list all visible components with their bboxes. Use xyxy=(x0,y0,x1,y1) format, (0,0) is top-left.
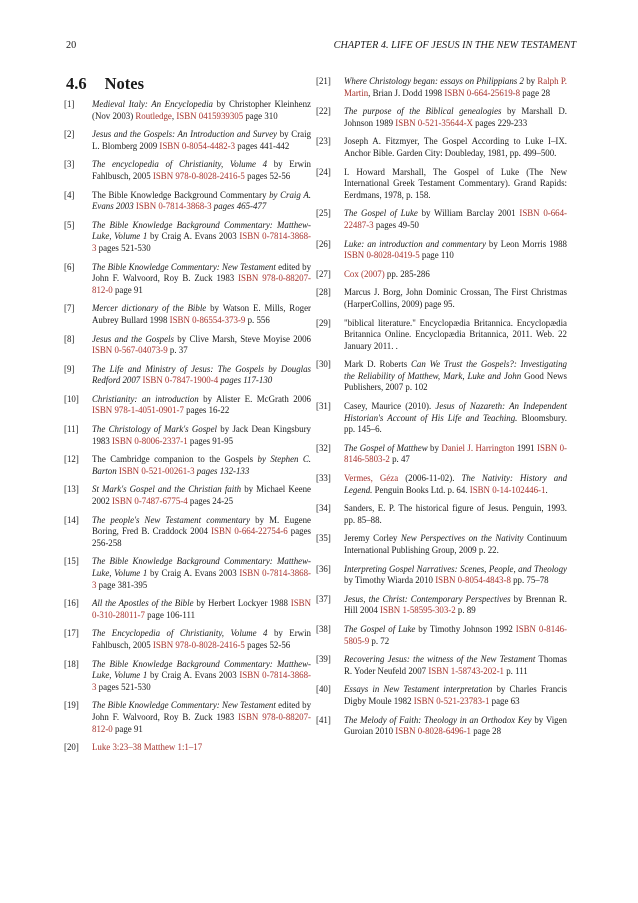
note-text: edited by John F. Walvoord, Roy B. Zuck 1983 xyxy=(92,261,312,284)
note-item xyxy=(316,654,567,677)
work-title: The people's New Testament commentary xyxy=(92,514,251,525)
note-text: pages 441-442 xyxy=(235,140,290,151)
note-text: page 28 xyxy=(520,87,551,98)
note-text: Penguin Books Ltd. p. 64. xyxy=(372,484,470,495)
reference-link[interactable]: ISBN 0-86554-373-9 xyxy=(169,314,246,325)
note-item xyxy=(64,262,311,297)
note-number: [20] xyxy=(64,742,79,753)
reference-link[interactable]: ISBN 0-7847-1900-4 xyxy=(142,375,219,386)
note-text: . xyxy=(545,484,548,495)
work-title: Medieval Italy: An Encyclopedia xyxy=(92,99,213,109)
note-item xyxy=(316,473,567,496)
reference-link[interactable]: Matthew 1:1–17 xyxy=(143,742,203,753)
note-item xyxy=(316,443,567,466)
note-text: by Brennan R. Hill 2004 xyxy=(344,593,567,616)
note-item xyxy=(316,564,567,587)
note-text: p. 37 xyxy=(167,345,188,356)
note-item xyxy=(64,334,311,357)
reference-link[interactable]: ISBN 978-0-88207-812-0 xyxy=(92,711,311,734)
work-title: Jesus and the Gospels: An Introduction and Survey xyxy=(92,129,278,140)
note-number: [7] xyxy=(64,303,75,314)
reference-link[interactable]: Ralph P. Martin xyxy=(344,76,567,98)
note-text: page 91 xyxy=(112,284,143,295)
note-number: [17] xyxy=(64,628,79,639)
note-item xyxy=(64,556,311,591)
work-title: Christianity: an introduction xyxy=(92,393,199,404)
reference-link[interactable]: ISBN 0-8146-5803-2 xyxy=(344,442,568,465)
work-title: The Gospel of Luke xyxy=(344,623,416,634)
note-text: p. 47 xyxy=(389,454,410,465)
note-number: [23] xyxy=(316,136,331,147)
note-item xyxy=(64,303,311,326)
note-text: pages 16-22 xyxy=(183,405,230,416)
note-number: [12] xyxy=(64,454,79,465)
note-number: [16] xyxy=(64,598,79,609)
reference-link[interactable]: ISBN 978-0-88207-812-0 xyxy=(92,273,311,295)
note-text: page 381-395 xyxy=(96,579,148,590)
note-number: [29] xyxy=(316,317,331,328)
note-text: Mark D. Roberts xyxy=(344,359,412,370)
note-item xyxy=(64,742,311,754)
note-text: page 28 xyxy=(470,726,502,737)
work-title: pages 465-477 xyxy=(211,201,267,212)
note-text: page 91 xyxy=(112,723,143,734)
note-number: [21] xyxy=(316,76,331,86)
reference-link[interactable]: ISBN 0-7814-3868-3 xyxy=(92,231,311,253)
notes-column-left xyxy=(64,99,311,761)
work-title: Mercer dictionary of the Bible xyxy=(92,303,207,314)
note-text: (2006-11-02). xyxy=(398,473,462,484)
note-text: , xyxy=(171,110,177,121)
work-title: The Life and Ministry of Jesus: The Gospels by Douglas Redford 2007 xyxy=(92,363,311,386)
note-number: [24] xyxy=(316,166,331,177)
work-title: New Perspectives on the Nativity xyxy=(400,533,524,544)
note-number: [27] xyxy=(316,268,331,279)
reference-link[interactable]: ISBN 0-14-102446-1 xyxy=(469,484,546,495)
work-title: by Stephen C. Barton xyxy=(92,454,311,476)
reference-link[interactable]: ISBN 0-664-25619-8 xyxy=(444,87,521,98)
reference-link[interactable]: Daniel J. Harrington xyxy=(441,442,515,453)
note-item xyxy=(316,594,567,617)
reference-link[interactable]: ISBN 0-8054-4482-3 xyxy=(159,140,236,151)
note-number: [38] xyxy=(316,623,331,634)
note-text: pages 52-56 xyxy=(244,639,291,650)
note-text: pages 521-530 xyxy=(96,242,151,253)
note-text: by Michael Keene 2002 xyxy=(92,484,311,507)
reference-link[interactable]: ISBN 0415939305 xyxy=(176,110,244,121)
note-text: pages 49-50 xyxy=(373,219,419,230)
note-item xyxy=(316,533,567,556)
note-text: by Craig A. Evans 2003 xyxy=(147,568,240,578)
note-text: by Craig A. Evans 2003 xyxy=(147,231,240,242)
reference-link[interactable]: ISBN 978-0-8028-2416-5 xyxy=(152,639,245,650)
note-number: [9] xyxy=(64,363,75,374)
note-number: [11] xyxy=(64,424,79,435)
work-title: St Mark's Gospel and the Christian faith xyxy=(92,484,242,495)
note-number: [40] xyxy=(316,684,331,695)
note-text: p. 72 xyxy=(369,635,390,646)
note-number: [10] xyxy=(64,393,79,404)
note-item xyxy=(64,424,311,447)
section-heading xyxy=(66,74,144,94)
note-number: [34] xyxy=(316,503,331,514)
reference-link[interactable]: ISBN 978-0-8028-2416-5 xyxy=(152,170,245,181)
note-text: p. 556 xyxy=(245,314,270,325)
note-item xyxy=(64,628,311,651)
note-text: pages 24-25 xyxy=(187,496,234,507)
work-title: The Bible Knowledge Background Commentary: Matthew-Luke, Volume 1 xyxy=(92,219,311,242)
reference-link[interactable]: ISBN 0-664-22487-3 xyxy=(344,208,567,230)
note-text: by Vigen Guroian 2010 xyxy=(344,714,567,737)
note-text: p. 111 xyxy=(504,665,528,676)
reference-link[interactable]: Luke 3:23–38 xyxy=(92,742,142,753)
work-title: The Melody of Faith: Theology in an Orthodox Key xyxy=(344,714,532,725)
note-text: by Leon Morris 1988 xyxy=(485,238,567,249)
note-text: , Brian J. Dodd 1998 xyxy=(368,87,445,98)
note-number: [14] xyxy=(64,514,79,525)
reference-link[interactable]: ISBN 0-7487-6775-4 xyxy=(111,496,188,507)
note-text: pages 91-95 xyxy=(187,435,234,446)
note-text: by Craig L. Blomberg 2009 xyxy=(92,129,312,151)
note-item xyxy=(64,394,311,417)
note-text: by Christopher Kleinhenz (Nov 2003) xyxy=(92,99,311,121)
work-title: Can We Trust the Gospels?: Investigating the Reliability of Matthew, Mark, Luke and John xyxy=(344,359,567,381)
note-item xyxy=(64,190,311,213)
note-item xyxy=(316,287,567,310)
reference-link[interactable]: Routledge xyxy=(135,110,172,121)
note-item xyxy=(316,684,567,707)
work-title: The purpose of the Biblical genealogies xyxy=(344,106,502,117)
note-text: by Erwin Fahlbusch, 2005 xyxy=(92,628,311,650)
reference-link[interactable]: Vermes, Géza xyxy=(344,473,399,484)
note-number: [13] xyxy=(64,484,79,495)
reference-link[interactable]: ISBN 0-8054-4843-8 xyxy=(435,575,511,586)
note-item xyxy=(64,159,311,182)
note-number: [2] xyxy=(64,129,75,140)
note-number: [22] xyxy=(316,106,331,117)
note-text: Sanders, E. P. The historical figure of Jesus. Penguin, 1993. pp. 85–88. xyxy=(344,503,567,525)
note-text: pages 229-233 xyxy=(472,117,528,128)
note-text: Joseph A. Fitzmyer, The Gospel According to Luke I–IX. Anchor Bible. Garden City: Doubleday, 1981, pp. 499–500. xyxy=(344,136,567,158)
note-number: [31] xyxy=(316,401,331,412)
work-title: by Craig A. Evans 2003 xyxy=(92,189,311,212)
note-item xyxy=(316,208,567,231)
note-number: [4] xyxy=(64,189,75,200)
note-item xyxy=(64,598,311,621)
note-text: by Jack Dean Kingsbury 1983 xyxy=(92,424,311,446)
note-text: I. Howard Marshall, The Gospel of Luke (The New International Greek Testament Commentary). Grand Rapids: Eerdmans, 1978, p. 158. xyxy=(344,166,567,200)
work-title: The Gospel of Luke xyxy=(344,208,418,219)
note-item xyxy=(316,106,567,129)
note-text: by Alister E. McGrath 2006 xyxy=(198,393,311,404)
work-title: Essays in New Testament interpretation xyxy=(344,684,493,695)
note-item xyxy=(64,129,311,152)
note-item xyxy=(316,503,567,526)
note-number: [41] xyxy=(316,714,331,725)
reference-link[interactable]: ISBN 1-58743-202-1 xyxy=(428,665,504,676)
page-header xyxy=(66,40,576,56)
note-text: by M. Eugene Boring, Fred B. Craddock 2004 xyxy=(92,514,311,537)
reference-link[interactable]: ISBN 0-8028-6496-1 xyxy=(395,726,471,737)
note-text: edited by John F. Walvoord, Roy B. Zuck 1983 xyxy=(92,700,312,722)
note-text: 1991 xyxy=(514,442,537,453)
reference-link[interactable]: ISBN 0-7814-3868-3 xyxy=(92,568,311,590)
work-title: Interpreting Gospel Narratives: Scenes, People, and Theology xyxy=(344,563,567,574)
note-item xyxy=(316,715,567,738)
note-text: by Craig A. Evans 2003 xyxy=(147,670,240,681)
reference-link[interactable]: ISBN 0-664-22754-6 xyxy=(211,526,288,537)
note-item xyxy=(64,220,311,255)
note-item xyxy=(64,364,311,387)
note-item xyxy=(316,269,567,281)
reference-link[interactable]: Cox (2007) xyxy=(344,268,385,279)
note-text: Thomas R. Yoder Neufeld 2007 xyxy=(344,654,568,676)
work-title: The Bible Knowledge Background Commentary: Matthew-Luke, Volume 1 xyxy=(92,658,311,681)
note-item xyxy=(316,239,567,262)
note-item xyxy=(64,700,311,735)
note-text: page 110 xyxy=(419,250,454,261)
work-title: The Nativity: History and Legend. xyxy=(344,473,568,495)
note-number: [28] xyxy=(316,287,331,298)
note-text: by xyxy=(427,442,442,453)
note-number: [1] xyxy=(64,99,75,109)
note-item xyxy=(316,167,567,202)
note-number: [8] xyxy=(64,333,75,344)
note-item xyxy=(316,136,567,159)
work-title: All the Apostles of the Bible xyxy=(92,598,194,609)
note-number: [33] xyxy=(316,473,331,484)
note-text: by xyxy=(523,76,538,86)
note-number: [37] xyxy=(316,593,331,604)
page-number: 20 xyxy=(66,40,77,51)
notes-column-right xyxy=(316,76,567,745)
note-text: by Timothy Johnson 1992 xyxy=(415,623,516,634)
reference-link[interactable]: ISBN 0-8028-0419-5 xyxy=(344,250,420,261)
note-number: [25] xyxy=(316,208,331,219)
note-number: [5] xyxy=(64,219,75,230)
reference-link[interactable]: ISBN 0-7814-3868-3 xyxy=(92,670,311,692)
note-text: pp. 285-286 xyxy=(384,268,430,279)
work-title: The Gospel of Matthew xyxy=(344,442,428,453)
note-text: Jeremy Corley xyxy=(344,533,401,544)
work-title: pages 117-130 xyxy=(218,375,273,386)
note-number: [35] xyxy=(316,533,331,544)
work-title: Where Christology began: essays on Philippians 2 xyxy=(344,76,524,86)
note-text: p. 89 xyxy=(455,605,476,616)
note-text: Good News Publishers, 2007 p. 102 xyxy=(344,370,568,393)
work-title: Jesus and the Gospels xyxy=(92,333,174,344)
work-title: Recovering Jesus: the witness of the New Testament xyxy=(344,654,536,665)
work-title: The Bible Knowledge Commentary: New Testament xyxy=(92,261,276,272)
note-text: "biblical literature." Encyclopædia Britannica. Encyclopædia Britannica Online. Encyclopædia Britannica, 2011. Web. 22 January 2011. . xyxy=(344,317,567,351)
note-text: Marcus J. Borg, John Dominic Crossan, The First Christmas (HarperCollins, 2009) page 95. xyxy=(344,287,567,309)
note-item xyxy=(316,318,567,353)
note-text: The Bible Knowledge Background Commentary xyxy=(92,189,270,200)
note-item xyxy=(64,515,311,550)
reference-link[interactable]: ISBN 0-7814-3868-3 xyxy=(135,201,212,212)
note-item xyxy=(64,484,311,507)
note-text: by Timothy Wiarda 2010 xyxy=(344,575,436,586)
note-item xyxy=(316,624,567,647)
note-text: Continuum International Publishing Group, 2009 p. 22. xyxy=(344,533,567,555)
note-item xyxy=(64,659,311,694)
reference-link[interactable]: ISBN 0-8146-5805-9 xyxy=(344,623,567,646)
work-title: Luke: an introduction and commentary xyxy=(344,238,486,249)
work-title: The Bible Knowledge Background Commentary: Matthew-Luke, Volume 1 xyxy=(92,556,311,578)
note-text: pages 52-56 xyxy=(244,170,291,181)
note-number: [3] xyxy=(64,159,75,170)
work-title: The encyclopedia of Christianity, Volume 4 xyxy=(92,159,268,170)
note-number: [19] xyxy=(64,700,79,711)
note-item xyxy=(64,454,311,477)
reference-link[interactable]: ISBN 0-567-04073-9 xyxy=(92,345,168,356)
note-number: [15] xyxy=(64,556,79,567)
reference-link[interactable]: ISBN 0-310-28011-7 xyxy=(92,598,311,620)
note-number: [30] xyxy=(316,359,331,370)
note-text: pp. 75–78 xyxy=(510,575,549,586)
note-number: [39] xyxy=(316,654,331,665)
note-text: pages 256-258 xyxy=(92,526,311,548)
note-item xyxy=(316,76,567,99)
reference-link[interactable]: ISBN 0-521-23783-1 xyxy=(413,695,490,706)
work-title: The Bible Knowledge Commentary: New Testament xyxy=(92,700,276,711)
work-title: The Christology of Mark's Gospel xyxy=(92,424,217,435)
note-text: by Charles Francis Digby Moule 1982 xyxy=(344,684,567,706)
work-title: Jesus, the Christ: Contemporary Perspectives xyxy=(344,593,511,604)
note-number: [26] xyxy=(316,238,331,249)
note-text: page 106-111 xyxy=(144,609,196,620)
reference-link[interactable]: ISBN 978-1-4051-0901-7 xyxy=(92,405,184,416)
reference-link[interactable]: ISBN 1-58595-303-2 xyxy=(380,605,456,616)
running-chapter-title: CHAPTER 4. LIFE OF JESUS IN THE NEW TESTAMENT xyxy=(333,40,576,51)
note-text: by Marshall D. Johnson 1989 xyxy=(344,106,567,128)
note-number: [6] xyxy=(64,261,75,272)
reference-link[interactable]: ISBN 0-521-00261-3 xyxy=(118,465,195,476)
work-title: pages 132-133 xyxy=(194,465,250,476)
work-title: Jesus of Nazareth: An Independent Historian's Account of His Life and Teaching. xyxy=(344,401,568,423)
note-number: [32] xyxy=(316,442,331,453)
note-number: [36] xyxy=(316,563,331,574)
note-text: pages 521-530 xyxy=(96,681,151,692)
note-text: by Erwin Fahlbusch, 2005 xyxy=(92,159,311,181)
note-text: The Cambridge companion to the Gospels xyxy=(92,454,258,465)
note-text: Bloomsbury. pp. 145–6. xyxy=(344,412,567,435)
note-text: by William Barclay 2001 xyxy=(417,208,520,219)
note-text: by Herbert Lockyer 1988 xyxy=(193,598,291,609)
reference-link[interactable]: ISBN 0-8006-2337-1 xyxy=(111,435,188,446)
note-text: page 310 xyxy=(243,110,278,121)
note-text: page 63 xyxy=(489,695,520,706)
reference-link[interactable]: ISBN 0-521-35644-X xyxy=(395,117,473,128)
note-item xyxy=(64,99,311,122)
note-number: [18] xyxy=(64,658,79,669)
note-text: by Watson E. Mills, Roger Aubrey Bullard 1998 xyxy=(92,303,311,325)
note-text: by Clive Marsh, Steve Moyise 2006 xyxy=(173,333,311,344)
note-item xyxy=(316,359,567,394)
section-title: Notes xyxy=(104,74,145,93)
work-title: The Encyclopedia of Christianity, Volume 4 xyxy=(92,628,268,639)
note-item xyxy=(316,401,567,436)
note-text: Casey, Maurice (2010). xyxy=(344,401,436,412)
section-number: 4.6 xyxy=(66,74,87,93)
